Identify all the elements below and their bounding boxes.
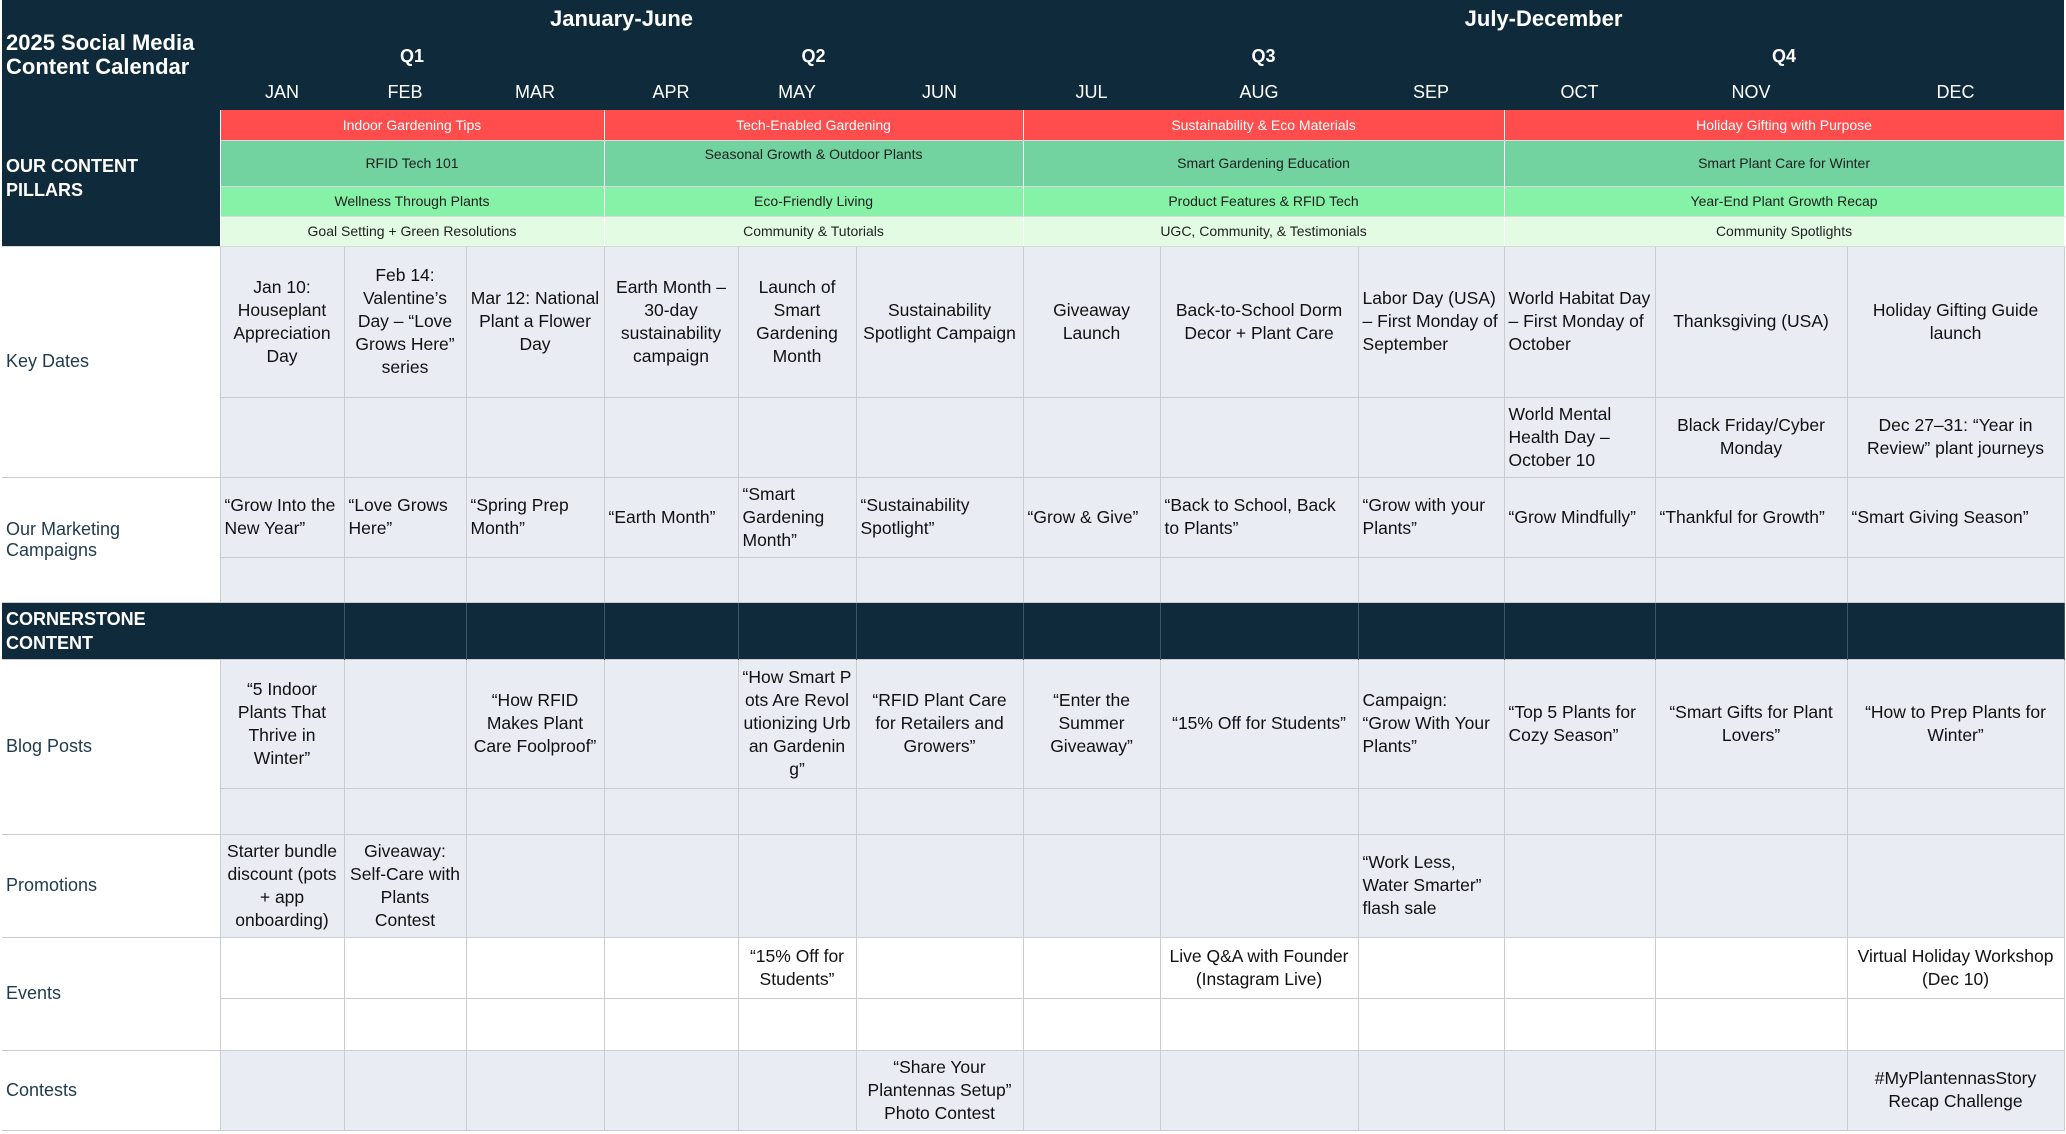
campaign-cell: “Smart Gardening Month” [738, 477, 856, 557]
calendar-frame [2, 0, 2064, 1134]
cornerstone-row [2, 602, 2064, 659]
events-row-2 [2, 998, 2064, 1050]
blog-cell [738, 788, 856, 834]
campaign-cell: “Spring Prep Month” [466, 477, 604, 557]
event-cell: Live Q&A with Founder (Instagram Live) [1160, 937, 1358, 998]
contest-cell [220, 1050, 344, 1130]
event-cell [220, 937, 344, 998]
event-cell [856, 998, 1023, 1050]
month-jul: JUL [1023, 74, 1160, 110]
calendar-title: 2025 Social Media Content Calendar [2, 0, 220, 110]
pillar-q2: Community & Tutorials [604, 216, 1023, 246]
event-cell [1655, 937, 1847, 998]
campaign-cell: “Love Grows Here” [344, 477, 466, 557]
event-cell [344, 937, 466, 998]
promotion-cell [1847, 834, 2064, 937]
contests-label: Contests [2, 1050, 220, 1130]
key-date-cell: World Habitat Day – First Monday of October [1504, 246, 1655, 397]
key-dates-row-2 [2, 397, 2064, 477]
campaign-cell: “Earth Month” [604, 477, 738, 557]
pillar-q3: Sustainability & Eco Materials [1023, 110, 1504, 140]
campaign-cell [1655, 557, 1847, 602]
event-cell [220, 998, 344, 1050]
blog-cell: “Top 5 Plants for Cozy Season” [1504, 659, 1655, 788]
blog-cell: “5 Indoor Plants That Thrive in Winter” [220, 659, 344, 788]
events-label: Events [2, 937, 220, 1050]
blog-cell [1358, 788, 1504, 834]
event-cell: Virtual Holiday Workshop (Dec 10) [1847, 937, 2064, 998]
blog-cell [1023, 788, 1160, 834]
promotion-cell [466, 834, 604, 937]
event-cell [1504, 937, 1655, 998]
quarter-label-q3: Q3 [1023, 38, 1504, 74]
event-cell [738, 998, 856, 1050]
calendar-table [2, 0, 2065, 1131]
contest-cell [604, 1050, 738, 1130]
pillar-q4: Smart Plant Care for Winter [1504, 140, 2064, 186]
campaign-cell [1847, 557, 2064, 602]
key-date-cell: Thanksgiving (USA) [1655, 246, 1847, 397]
contest-cell [1655, 1050, 1847, 1130]
blog-cell [856, 788, 1023, 834]
promotion-cell [856, 834, 1023, 937]
key-date-cell: Labor Day (USA) – First Monday of September [1358, 246, 1504, 397]
blog-cell: “Smart Gifts for Plant Lovers” [1655, 659, 1847, 788]
quarter-label-q4: Q4 [1504, 38, 2064, 74]
event-cell [604, 998, 738, 1050]
pillar-q1: RFID Tech 101 [220, 140, 604, 186]
promotion-cell [1160, 834, 1358, 937]
event-cell [1655, 998, 1847, 1050]
key-date-cell: Giveaway Launch [1023, 246, 1160, 397]
pillar-q1: Goal Setting + Green Resolutions [220, 216, 604, 246]
header-row-quarters [2, 38, 2064, 74]
pillar-row-4 [2, 216, 2064, 246]
event-cell [466, 998, 604, 1050]
campaigns-label: Our Marketing Campaigns [2, 477, 220, 602]
campaign-cell [604, 557, 738, 602]
campaign-cell: “Grow with your Plants” [1358, 477, 1504, 557]
event-cell [1023, 998, 1160, 1050]
campaign-cell: “Smart Giving Season” [1847, 477, 2064, 557]
cornerstone-cell [856, 602, 1023, 659]
blog-cell [604, 659, 738, 788]
cornerstone-cell [344, 602, 466, 659]
blog-cell: Campaign: “Grow With Your Plants” [1358, 659, 1504, 788]
pillar-q4: Community Spotlights [1504, 216, 2064, 246]
pillar-row-3 [2, 186, 2064, 216]
pillar-q2: Seasonal Growth & Outdoor Plants [604, 140, 1023, 186]
month-nov: NOV [1655, 74, 1847, 110]
key-date-cell [604, 397, 738, 477]
blog-cell [344, 659, 466, 788]
pillar-q1: Indoor Gardening Tips [220, 110, 604, 140]
key-date-cell [1023, 397, 1160, 477]
cornerstone-cell [1358, 602, 1504, 659]
month-sep: SEP [1358, 74, 1504, 110]
promotion-cell [1023, 834, 1160, 937]
contest-cell [738, 1050, 856, 1130]
quarter-label-q1: Q1 [220, 38, 604, 74]
campaign-cell [466, 557, 604, 602]
month-apr: APR [604, 74, 738, 110]
blog-cell [604, 788, 738, 834]
key-date-cell: Jan 10: Houseplant Appreciation Day [220, 246, 344, 397]
pillar-q3: UGC, Community, & Testimonials [1023, 216, 1504, 246]
contest-cell [1358, 1050, 1504, 1130]
header-row-halves [2, 0, 2064, 38]
pillar-row-2 [2, 140, 2064, 186]
event-cell: “15% Off for Students” [738, 937, 856, 998]
pillar-q4: Holiday Gifting with Purpose [1504, 110, 2064, 140]
contest-cell [344, 1050, 466, 1130]
cornerstone-cell [466, 602, 604, 659]
campaign-cell [344, 557, 466, 602]
header-row-months [2, 74, 2064, 110]
contest-cell [466, 1050, 604, 1130]
pillar-row-1 [2, 110, 2064, 140]
promotion-cell: Starter bundle discount (pots + app onboarding) [220, 834, 344, 937]
cornerstone-cell [1504, 602, 1655, 659]
event-cell [856, 937, 1023, 998]
blog-cell: “RFID Plant Care for Retailers and Growers” [856, 659, 1023, 788]
half-label-jan-jun: January-June [220, 0, 1023, 38]
key-date-cell: Back-to-School Dorm Decor + Plant Care [1160, 246, 1358, 397]
event-cell [344, 998, 466, 1050]
event-cell [1847, 998, 2064, 1050]
blog-cell: “How Smart Pots Are Revolutionizing Urban Gardening” [738, 659, 856, 788]
campaign-cell: “Grow Mindfully” [1504, 477, 1655, 557]
promotion-cell [604, 834, 738, 937]
campaign-cell: “Thankful for Growth” [1655, 477, 1847, 557]
key-date-cell: Dec 27–31: “Year in Review” plant journeys [1847, 397, 2064, 477]
blog-row-1 [2, 659, 2064, 788]
half-label-jul-dec: July-December [1023, 0, 2064, 38]
contest-cell: “Share Your Plantennas Setup” Photo Contest [856, 1050, 1023, 1130]
cornerstone-label: CORNERSTONE CONTENT [2, 602, 220, 659]
campaign-cell: “Back to School, Back to Plants” [1160, 477, 1358, 557]
contest-cell [1504, 1050, 1655, 1130]
cornerstone-cell [1023, 602, 1160, 659]
key-date-cell: Feb 14: Valentine’s Day – “Love Grows Here” series [344, 246, 466, 397]
cornerstone-cell [1160, 602, 1358, 659]
key-date-cell [344, 397, 466, 477]
key-dates-row-1 [2, 246, 2064, 397]
campaign-cell [220, 557, 344, 602]
campaign-cell: “Grow Into the New Year” [220, 477, 344, 557]
key-date-cell [1160, 397, 1358, 477]
campaign-cell [1504, 557, 1655, 602]
blog-cell [1160, 788, 1358, 834]
blog-cell [1847, 788, 2064, 834]
month-oct: OCT [1504, 74, 1655, 110]
key-date-cell [856, 397, 1023, 477]
blog-cell [1504, 788, 1655, 834]
promotion-cell: Giveaway: Self-Care with Plants Contest [344, 834, 466, 937]
promotion-cell [738, 834, 856, 937]
campaign-cell: “Sustainability Spotlight” [856, 477, 1023, 557]
event-cell [1023, 937, 1160, 998]
contest-cell: #MyPlantennasStory Recap Challenge [1847, 1050, 2064, 1130]
cornerstone-cell [1655, 602, 1847, 659]
campaigns-row-1 [2, 477, 2064, 557]
blog-cell [466, 788, 604, 834]
key-date-cell: Launch of Smart Gardening Month [738, 246, 856, 397]
content-pillars-label: OUR CONTENT PILLARS [2, 110, 220, 246]
promotions-row [2, 834, 2064, 937]
campaign-cell [738, 557, 856, 602]
key-date-cell: Mar 12: National Plant a Flower Day [466, 246, 604, 397]
month-jun: JUN [856, 74, 1023, 110]
promotion-cell [1504, 834, 1655, 937]
cornerstone-cell [220, 602, 344, 659]
month-aug: AUG [1160, 74, 1358, 110]
blog-posts-label: Blog Posts [2, 659, 220, 834]
contest-cell [1023, 1050, 1160, 1130]
key-date-cell: Black Friday/Cyber Monday [1655, 397, 1847, 477]
blog-cell [344, 788, 466, 834]
cornerstone-cell [604, 602, 738, 659]
quarter-label-q2: Q2 [604, 38, 1023, 74]
key-date-cell: World Mental Health Day – October 10 [1504, 397, 1655, 477]
key-date-cell [738, 397, 856, 477]
pillar-q2: Tech-Enabled Gardening [604, 110, 1023, 140]
blog-cell: “How RFID Makes Plant Care Foolproof” [466, 659, 604, 788]
cornerstone-cell [1847, 602, 2064, 659]
cornerstone-cell [738, 602, 856, 659]
key-date-cell [466, 397, 604, 477]
contest-cell [1160, 1050, 1358, 1130]
event-cell [604, 937, 738, 998]
blog-cell [220, 788, 344, 834]
campaign-cell [1023, 557, 1160, 602]
event-cell [1358, 998, 1504, 1050]
blog-cell [1655, 788, 1847, 834]
month-jan: JAN [220, 74, 344, 110]
campaigns-row-2 [2, 557, 2064, 602]
event-cell [1358, 937, 1504, 998]
key-dates-label: Key Dates [2, 246, 220, 477]
event-cell [1504, 998, 1655, 1050]
blog-cell: “How to Prep Plants for Winter” [1847, 659, 2064, 788]
promotion-cell: “Work Less, Water Smarter” flash sale [1358, 834, 1504, 937]
campaign-cell [1160, 557, 1358, 602]
blog-cell: “Enter the Summer Giveaway” [1023, 659, 1160, 788]
campaign-cell [856, 557, 1023, 602]
pillar-q3: Product Features & RFID Tech [1023, 186, 1504, 216]
campaign-cell: “Grow & Give” [1023, 477, 1160, 557]
key-date-cell: Sustainability Spotlight Campaign [856, 246, 1023, 397]
pillar-q1: Wellness Through Plants [220, 186, 604, 216]
key-date-cell [1358, 397, 1504, 477]
key-date-cell: Earth Month – 30-day sustainability campaign [604, 246, 738, 397]
month-dec: DEC [1847, 74, 2064, 110]
events-row-1 [2, 937, 2064, 998]
promotion-cell [1655, 834, 1847, 937]
pillar-q4: Year-End Plant Growth Recap [1504, 186, 2064, 216]
month-feb: FEB [344, 74, 466, 110]
pillar-q2: Eco-Friendly Living [604, 186, 1023, 216]
key-date-cell [220, 397, 344, 477]
pillar-q3: Smart Gardening Education [1023, 140, 1504, 186]
promotions-label: Promotions [2, 834, 220, 937]
contests-row [2, 1050, 2064, 1130]
key-date-cell: Holiday Gifting Guide launch [1847, 246, 2064, 397]
blog-row-2 [2, 788, 2064, 834]
month-may: MAY [738, 74, 856, 110]
blog-cell: “15% Off for Students” [1160, 659, 1358, 788]
month-mar: MAR [466, 74, 604, 110]
event-cell [466, 937, 604, 998]
event-cell [1160, 998, 1358, 1050]
campaign-cell [1358, 557, 1504, 602]
